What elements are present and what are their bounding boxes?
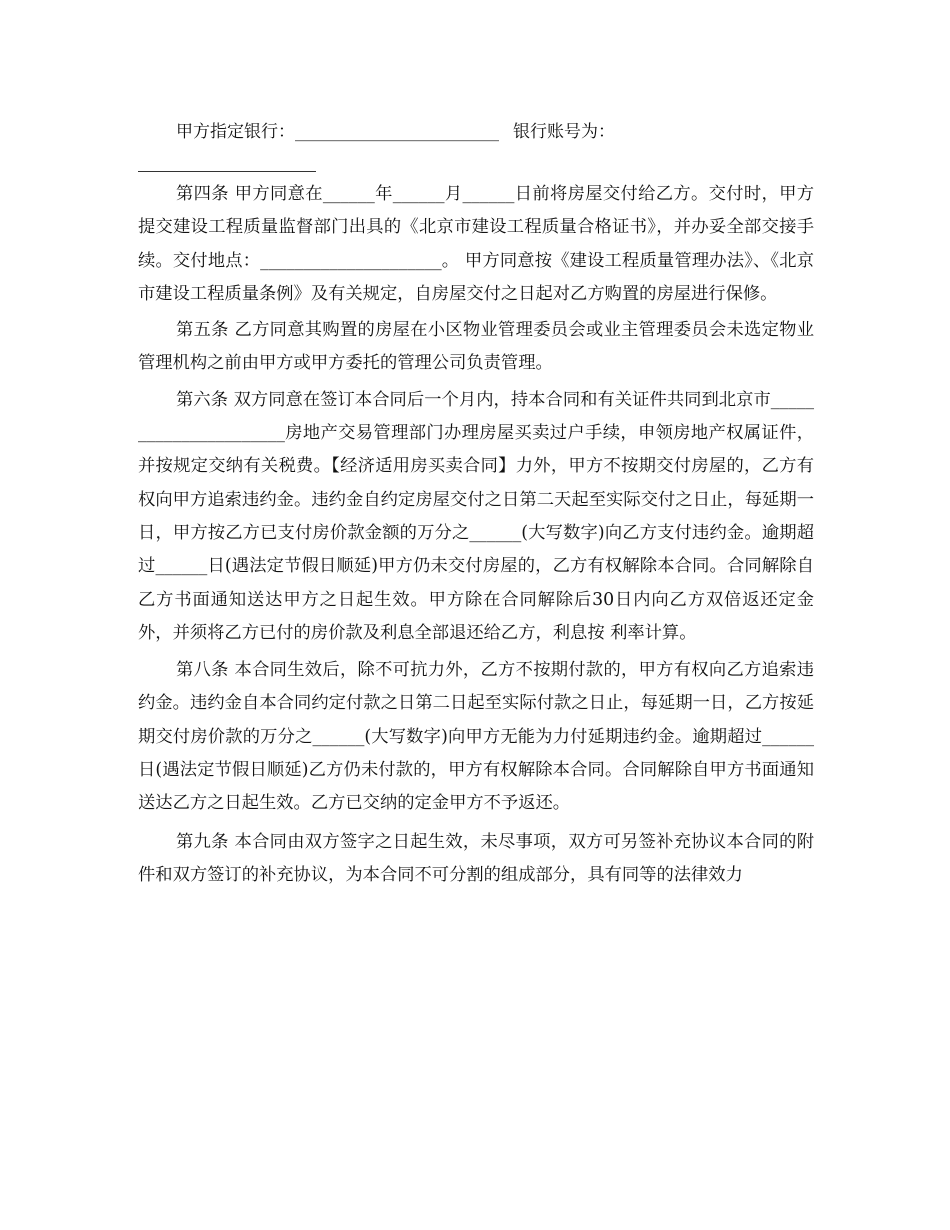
clause-9: 第九条 本合同由双方签字之日起生效，未尽事项，双方可另签补充协议本合同的附件和双方签订的补充协议，为本合同不可分割的组成部分，具有同等的法律效力	[138, 831, 814, 885]
clause-6: 第六条 双方同意在签订本合同后一个月内，持本合同和有关证件共同到北京市______________________房地产交易管理部门办理房屋买卖过户手续，申领房地产权属证件，并按规定交纳有关税费。【经济适用房买卖合同】力外，甲方不按期交付房屋的，乙方有权向甲方追索违约金。违约金自约定房屋交付之日第二天起至实际交付之日止，每延期一日，甲方按乙方已支付房价款金额的万分之______(大写数字)向乙方支付违约金。逾期超过______日(遇法定节假日顺延)甲方仍未交付房屋的，乙方有权解除本合同。合同解除自乙方书面通知送达甲方之日起生效。甲方除在合同解除后30日内向乙方双倍返还定金外，并须将乙方已付的房价款及利息全部退还给乙方，利息按 利率计算。	[138, 389, 814, 643]
bank-info-line	[138, 117, 814, 147]
clause-4: 第四条 甲方同意在______年______月______日前将房屋交付给乙方。交付时，甲方提交建设工程质量监督部门出具的《北京市建设工程质量合格证书》，并办妥全部交接手续。交付地点：_____________________。 甲方同意按《建设工程质量管理办法》、《北京市建设工程质量条例》及有关规定，自房屋交付之日起对乙方购置的房屋进行保修。	[138, 184, 814, 304]
clause-8: 第八条 本合同生效后，除不可抗力外，乙方不按期付款的，甲方有权向乙方追索违约金。违约金自本合同约定付款之日第二日起至实际付款之日止，每延期一日，乙方按延期交付房价款的万分之______(大写数字)向甲方无能为力付延期违约金。逾期超过______日(遇法定节假日顺延)乙方仍未付款的，甲方有权解除本合同。合同解除自甲方书面通知送达乙方之日起生效。乙方已交纳的定金甲方不予返还。	[138, 660, 814, 814]
bank-label: 甲方指定银行：________________________	[176, 122, 499, 142]
account-label: 银行账号为：	[513, 122, 615, 142]
contract-body	[138, 117, 814, 895]
clause-5: 第五条 乙方同意其购置的房屋在小区物业管理委员会或业主管理委员会未选定物业管理机构之前由甲方或甲方委托的管理公司负责管理。	[138, 320, 814, 374]
account-fill-line	[138, 159, 316, 172]
